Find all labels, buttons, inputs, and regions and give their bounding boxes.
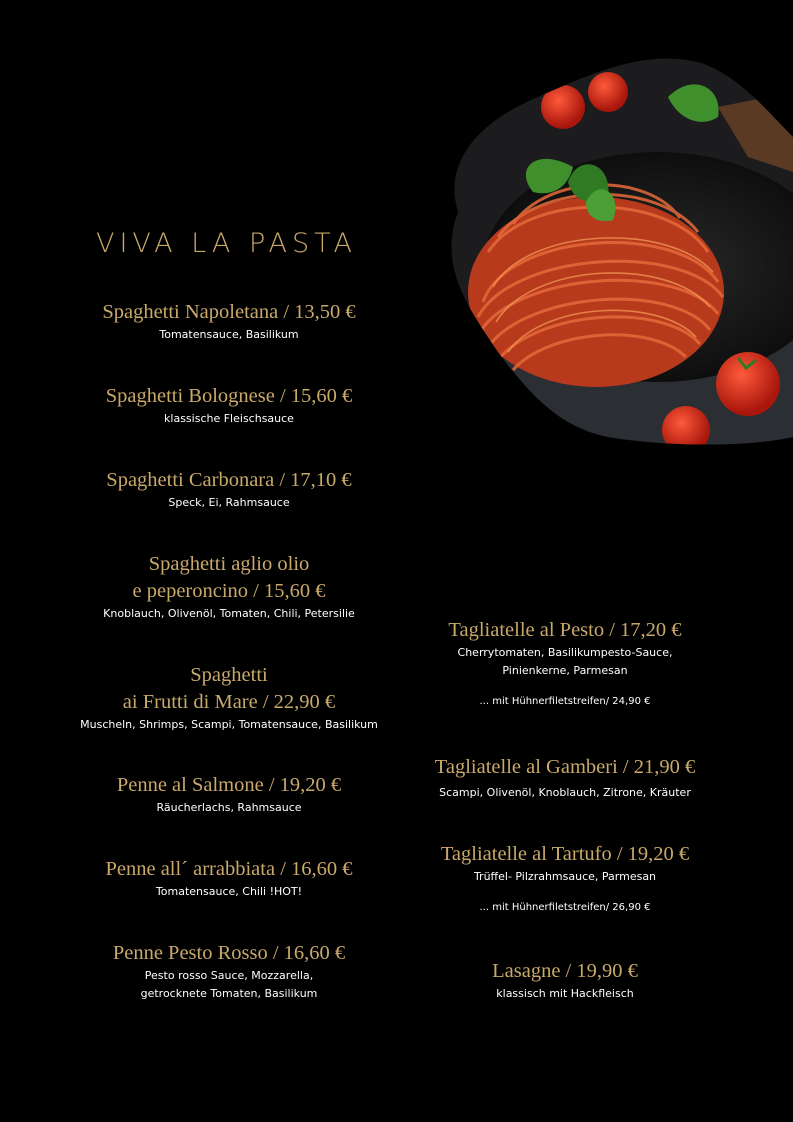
dish-description-line-2: Pinienkerne, Parmesan	[502, 664, 628, 677]
dish-name: Tagliatelle al Tartufo / 19,20 €	[440, 843, 690, 865]
dish-description: Räucherlachs, Rahmsauce	[156, 801, 302, 814]
dish-name-line-1: Spaghetti	[190, 664, 268, 686]
dish-description: Tomatensauce, Basilikum	[159, 328, 299, 341]
menu-item-lasagne	[395, 958, 735, 1003]
dish-description: klassisch mit Hackfleisch	[496, 987, 634, 1000]
dish-description: Knoblauch, Olivenöl, Tomaten, Chili, Petersilie	[103, 607, 355, 620]
dish-extra-option: ... mit Hühnerfiletstreifen/ 24,90 €	[479, 696, 651, 707]
menu-item-spaghetti-napoletana	[60, 299, 398, 344]
menu-item-spaghetti-carbonara	[60, 467, 398, 512]
dish-description: Speck, Ei, Rahmsauce	[168, 496, 290, 509]
dish-name-line-1: Spaghetti aglio olio	[148, 553, 310, 575]
menu-item-spaghetti-bolognese	[60, 383, 398, 428]
menu-title: VIVA LA PASTA	[96, 228, 357, 259]
dish-description: Muscheln, Shrimps, Scampi, Tomatensauce, Basilikum	[80, 718, 378, 731]
dish-name: Lasagne / 19,90 €	[492, 960, 638, 982]
dish-name: Penne all´ arrabbiata / 16,60 €	[105, 858, 353, 880]
dish-name: Spaghetti Bolognese / 15,60 €	[105, 385, 353, 407]
menu-item-penne-al-salmone	[60, 772, 398, 817]
menu-item-penne-arrabbiata	[60, 856, 398, 901]
dish-extra-option: ... mit Hühnerfiletstreifen/ 26,90 €	[479, 902, 651, 913]
menu-item-tagliatelle-al-gamberi	[395, 754, 735, 802]
dish-name: Tagliatelle al Gamberi / 21,90 €	[434, 756, 696, 778]
menu-item-spaghetti-aglio-olio	[60, 551, 398, 623]
dish-description: Scampi, Olivenöl, Knoblauch, Zitrone, Kräuter	[439, 786, 691, 799]
dish-description-line-2: getrocknete Tomaten, Basilikum	[140, 987, 318, 1000]
dish-name: Tagliatelle al Pesto / 17,20 €	[448, 619, 682, 641]
dish-description: Trüffel- Pilzrahmsauce, Parmesan	[473, 870, 657, 883]
menu-item-penne-pesto-rosso	[60, 940, 398, 1003]
dish-description-line-1: Pesto rosso Sauce, Mozzarella,	[144, 969, 314, 982]
dish-name: Spaghetti Carbonara / 17,10 €	[106, 469, 352, 491]
dish-name-line-2: e peperoncino / 15,60 €	[132, 580, 326, 602]
menu-item-spaghetti-frutti-di-mare	[60, 662, 398, 734]
dish-name: Spaghetti Napoletana / 13,50 €	[102, 301, 356, 323]
menu-item-tagliatelle-al-pesto	[395, 617, 735, 707]
dish-name: Penne al Salmone / 19,20 €	[116, 774, 342, 796]
dish-description: Tomatensauce, Chili !HOT!	[155, 885, 303, 898]
dish-name: Penne Pesto Rosso / 16,60 €	[112, 942, 346, 964]
menu-item-tagliatelle-al-tartufo	[395, 841, 735, 913]
dish-description-line-1: Cherrytomaten, Basilikumpesto-Sauce,	[457, 646, 673, 659]
dish-description: klassische Fleischsauce	[164, 412, 294, 425]
spaghetti-photo	[418, 52, 793, 447]
dish-name-line-2: ai Frutti di Mare / 22,90 €	[122, 691, 336, 713]
